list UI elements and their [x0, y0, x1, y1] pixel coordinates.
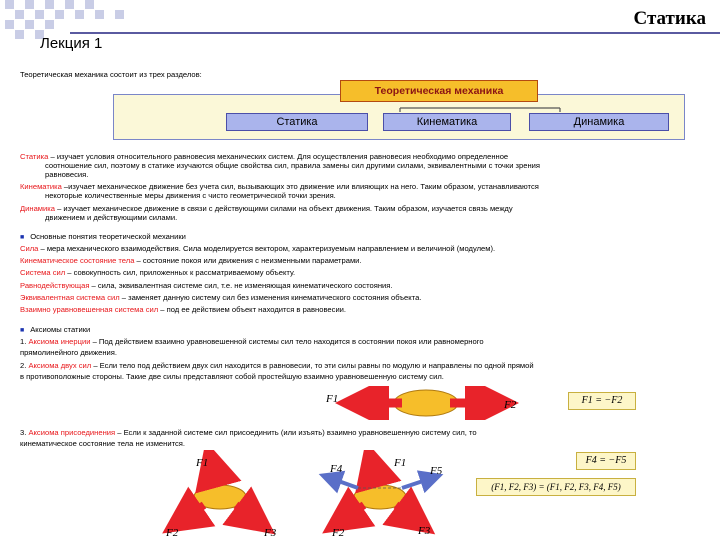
added-force-arrow [330, 478, 358, 488]
force-arrow [182, 505, 204, 520]
diagram-item-kinematics: Кинематика [383, 113, 511, 131]
def-kinematics-line1: Кинематика –изучает механическое движение без учета сил, вызывающих это движение или влияющих на него. Таким образом, устанавливаются [20, 182, 539, 191]
header-decoration [0, 0, 150, 40]
intro-text: Теоретическая механика состоит из трех разделов: [20, 70, 202, 79]
concept-item: Взаимно уравновешенная система сил – под ее действием объект находится в равновесии. [20, 305, 347, 314]
def-dynamics-term: Динамика [20, 204, 55, 213]
axiom-1-line2: прямолинейного движения. [20, 348, 117, 357]
concept-item: Кинематическое состояние тела – состояние покоя или движения с неизменными параметрами. [20, 256, 362, 265]
force-label-f1: F1 [394, 457, 407, 469]
added-force-arrow [402, 478, 432, 488]
axiom-2-line2: в противоположные стороны. Такие две силы представляют собой простейшую взаимно уравновешенную систему сил. [20, 372, 444, 381]
def-statics-term: Статика [20, 152, 49, 161]
axiom-2-line1: 2. Аксиома двух сил – Если тело под действием двух сил находится в равновесии, то эти силы равны по модулю и направлены по одной прямой [20, 361, 534, 370]
force-arrow [236, 505, 256, 520]
force-label-f1: F1 [326, 393, 339, 405]
lecture-label: Лекция 1 [40, 35, 103, 52]
bullet-icon: ■ [20, 327, 25, 334]
axiom-3-term: Аксиома присоединения [28, 428, 116, 437]
concepts-heading: ■ Основные понятия теоретической механики [20, 232, 186, 241]
force-label-f2: F2 [166, 527, 179, 538]
def-kinematics-term: Кинематика [20, 182, 62, 191]
force-label-f1: F1 [196, 457, 209, 469]
body-ellipse [394, 390, 458, 416]
concept-item: Равнодействующая – сила, эквивалентная системе сил, т.е. не изменяющая кинематического состояния. [20, 281, 393, 290]
diagram-head: Теоретическая механика [340, 80, 538, 102]
force-arrow [372, 464, 378, 486]
five-force-figure [310, 450, 460, 538]
three-force-figure [160, 450, 290, 538]
force-label-f3: F3 [418, 525, 431, 537]
diagram-item-statics: Статика [226, 113, 368, 131]
two-force-figure [320, 386, 530, 420]
force-arrow [212, 464, 218, 486]
concept-item: Эквивалентная система сил – заменяет данную систему сил без изменения кинематического состояния объекта. [20, 293, 422, 302]
def-statics-line3: равновесия. [45, 170, 89, 179]
diagram-item-dynamics: Динамика [529, 113, 669, 131]
axiom-1-term: Аксиома инерции [28, 337, 91, 346]
def-statics-line1: Статика – изучает условия относительного равновесия механических систем. Для осуществления равновесия необходимо определенное [20, 152, 509, 161]
slide-title: Статика [633, 8, 706, 29]
force-arrow [396, 505, 416, 520]
def-dynamics-line2: движением и действующими силами. [45, 213, 178, 222]
axiom-2-term: Аксиома двух сил [28, 361, 92, 370]
header-rule [70, 32, 720, 34]
force-label-f2: F2 [332, 527, 345, 538]
def-dynamics-line1: Динамика – изучает механическое движение в связи с действующими силами на объект движения. Таким образом, изучается связь между [20, 204, 513, 213]
axiom-3-line2: кинематическое состояние тела не изменится. [20, 439, 185, 448]
def-kinematics-line2: некоторые количественные меры движения с чисто геометрической точки зрения. [45, 191, 336, 200]
force-label-f5: F5 [430, 465, 443, 477]
force-arrow [342, 505, 364, 520]
axiom-3-line1: 3. Аксиома присоединения – Если к заданной системе сил присоединить (или изъять) взаимно уравновешенную систему сил, то [20, 428, 477, 437]
def-statics-line2: соотношение сил, поэтому в статике изучаются общие свойства сил, правила замены сил другими силами, эквивалентными с точки зрения [45, 161, 541, 170]
bullet-icon: ■ [20, 234, 25, 241]
concept-item: Система сил – совокупность сил, приложенных к рассматриваемому объекту. [20, 268, 296, 277]
force-label-f2: F2 [504, 399, 517, 411]
force-label-f3: F3 [264, 527, 277, 538]
axiom-1-line1: 1. Аксиома инерции – Под действием взаимно уравновешенной системы сил тело находится в состоянии покоя или равномерного [20, 337, 484, 346]
axioms-heading: ■ Аксиомы статики [20, 325, 91, 334]
force-label-f4: F4 [330, 463, 343, 475]
formula-two-forces: F1 = −F2 [568, 392, 636, 410]
concept-item: Сила – мера механического взаимодействия. Сила моделируется вектором, характеризуемым направлением и величиной (модулем). [20, 244, 496, 253]
formula-equivalence: (F1, F2, F3) = (F1, F2, F3, F4, F5) [476, 478, 636, 496]
formula-added-forces: F4 = −F5 [576, 452, 636, 470]
diagram-connector [395, 102, 565, 112]
